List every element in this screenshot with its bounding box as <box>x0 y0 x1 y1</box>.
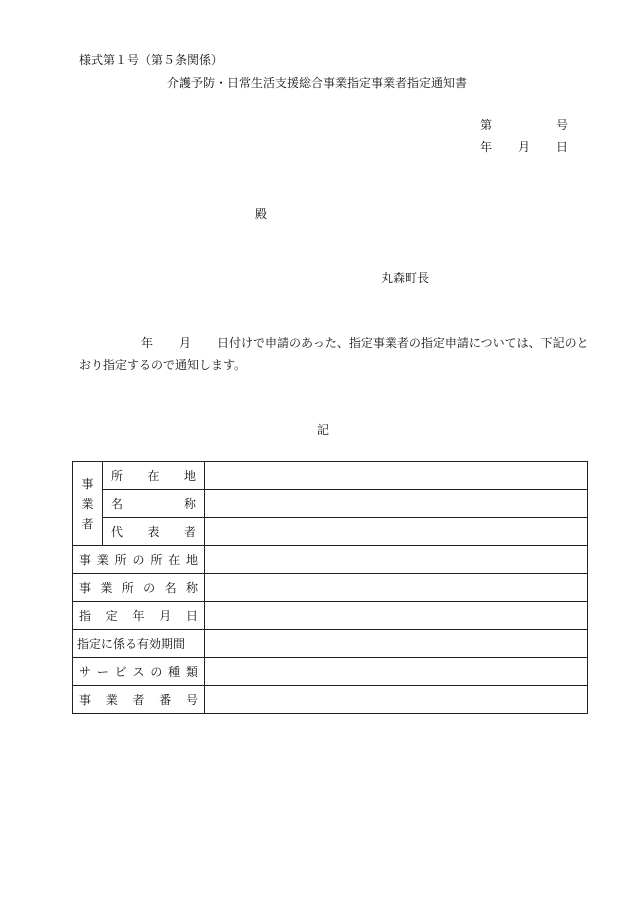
label-char: 指 <box>79 609 92 623</box>
issue-date-day: 日 <box>556 140 569 154</box>
service-type-value <box>205 658 588 686</box>
label-char: 番 <box>159 693 172 707</box>
validity-period-label <box>73 630 204 657</box>
label-char: 称 <box>183 497 196 511</box>
table-row <box>73 686 588 714</box>
label-char: 事 <box>79 693 92 707</box>
ki-label: 記 <box>317 423 330 437</box>
body-date-month: 月 <box>179 336 192 350</box>
designation-date-value <box>205 602 588 630</box>
label-cell <box>73 630 205 658</box>
label-char: 業 <box>105 693 118 707</box>
operator-name-label <box>103 490 204 517</box>
business-operator-group-label <box>73 462 103 546</box>
issuer-name: 丸森町長 <box>381 271 430 285</box>
table-row <box>73 518 588 546</box>
table-row <box>73 546 588 574</box>
operator-address-label <box>103 462 204 489</box>
label-char: 在 <box>147 469 160 483</box>
issue-date-line <box>480 138 570 156</box>
label-char: 事 <box>79 553 92 567</box>
label-char: 地 <box>183 469 196 483</box>
representative-label <box>103 518 204 545</box>
group-char: 事 <box>81 476 94 491</box>
label-char: 種 <box>168 665 181 679</box>
group-char: 者 <box>81 516 94 531</box>
label-cell <box>73 546 205 574</box>
issue-date-year: 年 <box>480 140 493 154</box>
representative-value <box>205 518 588 546</box>
body-text: 日付けで申請のあった、指定事業者の指定申請については、下記のとおり指定するので通知します。 <box>79 336 589 372</box>
label-cell <box>103 462 205 490</box>
table-row <box>73 490 588 518</box>
office-address-value <box>205 546 588 574</box>
label-char: 名 <box>164 581 177 595</box>
operator-address-value <box>205 462 588 490</box>
table-row <box>73 574 588 602</box>
service-type-label <box>73 658 204 685</box>
form-number: 様式第１号（第５条関係） <box>79 53 224 67</box>
operator-number-label <box>73 686 204 713</box>
label-char: 所 <box>150 553 163 567</box>
label-char: 類 <box>185 665 198 679</box>
operator-name-value <box>205 490 588 518</box>
label-cell <box>73 602 205 630</box>
label-char: 所 <box>114 553 127 567</box>
label-cell <box>73 574 205 602</box>
office-name-label <box>73 574 204 601</box>
label-char: ビ <box>114 665 127 679</box>
office-address-label <box>73 546 204 573</box>
issue-number-line <box>480 116 570 134</box>
designation-details-table <box>72 461 588 714</box>
notification-body <box>79 332 589 376</box>
issue-date-month: 月 <box>518 140 531 154</box>
label-char: 所 <box>111 469 124 483</box>
label-cell <box>103 518 205 546</box>
group-char: 業 <box>81 496 94 511</box>
label-cell <box>73 658 205 686</box>
label-char: 在 <box>168 553 181 567</box>
operator-number-value <box>205 686 588 714</box>
label-char: ー <box>96 665 109 679</box>
table-row <box>73 658 588 686</box>
label-char: 名 <box>111 497 124 511</box>
addressee-suffix: 殿 <box>255 207 268 221</box>
label-char: 代 <box>111 525 124 539</box>
label-char: 者 <box>183 525 196 539</box>
validity-period-value <box>205 630 588 658</box>
label-char: 地 <box>185 553 198 567</box>
label-char: 者 <box>132 693 145 707</box>
label-char: 業 <box>96 553 109 567</box>
label-char: 表 <box>147 525 160 539</box>
body-date-year: 年 <box>141 336 154 350</box>
label-char: 称 <box>185 581 198 595</box>
designation-date-label <box>73 602 204 629</box>
label-char: サ <box>79 665 92 679</box>
document-title: 介護予防・日常生活支援総合事業指定事業者指定通知書 <box>167 76 468 90</box>
table-row <box>73 462 588 490</box>
label-cell <box>73 686 205 714</box>
label-char: 事 <box>79 581 92 595</box>
label-cell <box>103 490 205 518</box>
table-row <box>73 630 588 658</box>
label-text: 指定に係る有効期間 <box>77 637 186 651</box>
label-char: の <box>143 581 156 595</box>
label-char: の <box>132 553 145 567</box>
label-char: 定 <box>105 609 118 623</box>
label-char: 日 <box>185 609 198 623</box>
label-char: 所 <box>121 581 134 595</box>
issue-number-prefix: 第 <box>480 118 493 132</box>
label-char: ス <box>132 665 145 679</box>
label-char: 号 <box>185 693 198 707</box>
label-char: の <box>150 665 163 679</box>
issue-number-suffix: 号 <box>556 118 569 132</box>
office-name-value <box>205 574 588 602</box>
table-row <box>73 602 588 630</box>
label-char: 月 <box>159 609 172 623</box>
issue-number-date-block <box>480 116 570 160</box>
label-char: 年 <box>132 609 145 623</box>
label-char: 業 <box>100 581 113 595</box>
